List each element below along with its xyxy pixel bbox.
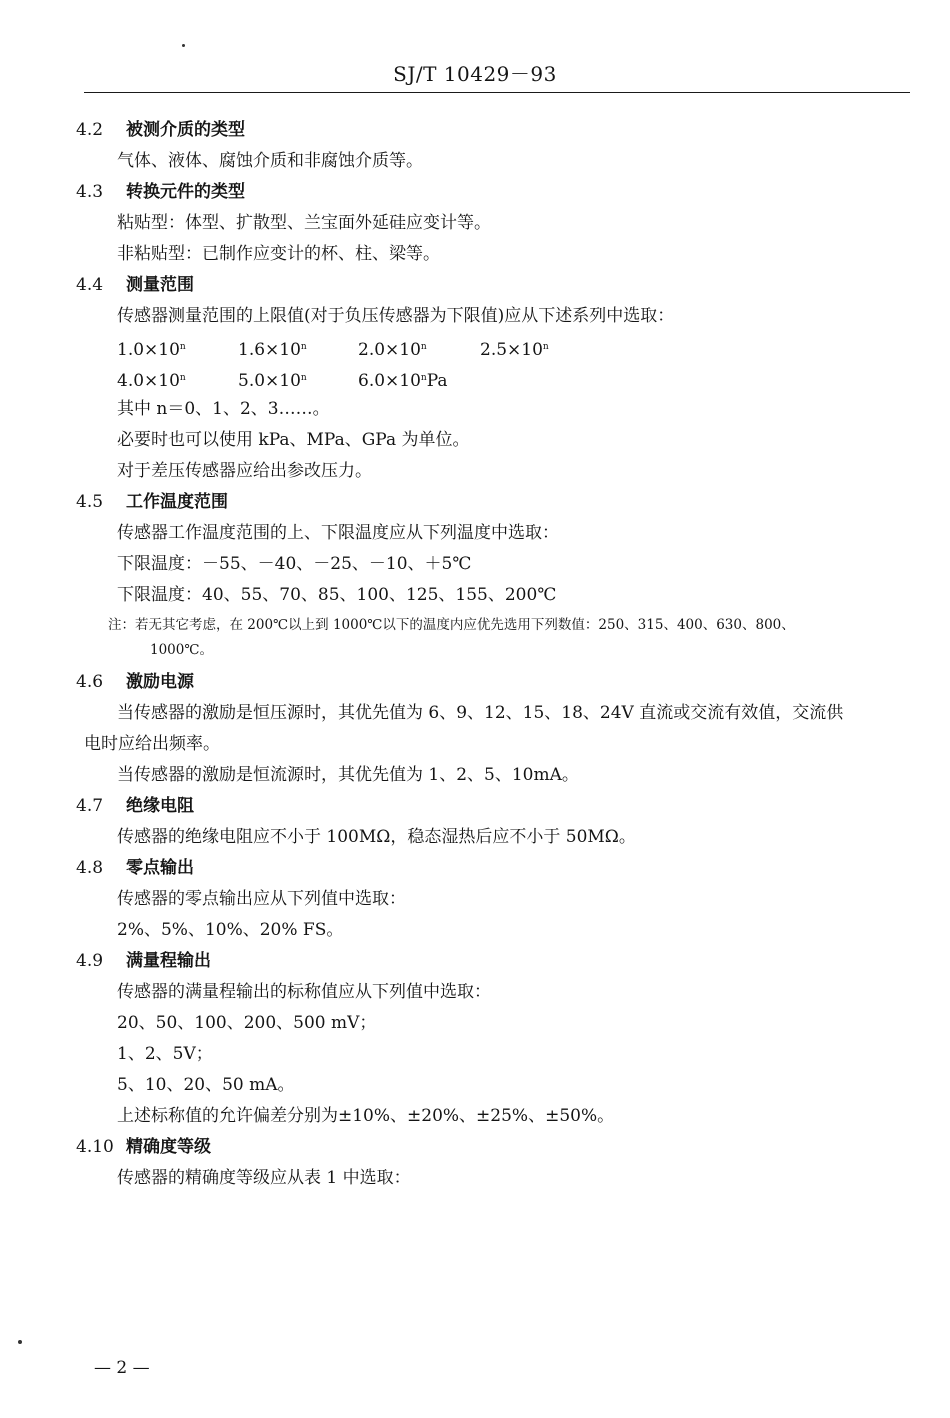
section-heading [76,491,228,513]
paragraph: 1、2、5V； [117,1044,213,1064]
section-heading [76,181,245,203]
paragraph: 传感器的精确度等级应从表 1 中选取： [117,1168,411,1188]
section-number: 4.6 [76,672,104,692]
section-title: 测量范围 [126,275,194,295]
range-value: $6.0\times 10^nPa$ [358,371,448,391]
section-number: 4.10 [76,1137,114,1157]
paragraph: 5、10、20、50 mA。 [117,1075,295,1095]
paragraph: 当传感器的激励是恒压源时，其优先值为 6、9、12、15、18、24V 直流或交流有效值，交流供 [117,703,844,723]
paragraph: 下限温度：－55、－40、－25、－10、＋5℃ [117,554,472,574]
section-title: 绝缘电阻 [126,796,194,816]
section-heading [76,119,245,141]
section-title: 转换元件的类型 [126,182,245,202]
range-value: $2.5\times 10^n$ [480,340,549,360]
section-title: 精确度等级 [126,1137,211,1157]
scan-speck [182,44,185,47]
paragraph: 传感器工作温度范围的上、下限温度应从下列温度中选取： [117,523,559,543]
paragraph: 20、50、100、200、500 mV； [117,1013,377,1033]
paragraph: 其中 n＝0、1、2、3……。 [117,399,330,419]
paragraph: 当传感器的激励是恒流源时，其优先值为 1、2、5、10mA。 [117,765,579,785]
paragraph: 对于差压传感器应给出参改压力。 [117,461,372,481]
section-number: 4.5 [76,492,104,512]
section-heading [76,950,211,972]
paragraph-continuation: 电时应给出频率。 [84,734,220,754]
paragraph: 必要时也可以使用 kPa、MPa、GPa 为单位。 [117,430,470,450]
paragraph: 下限温度：40、55、70、85、100、125、155、200℃ [117,585,557,605]
range-value: $4.0\times 10^n$ [117,371,186,391]
section-heading [76,671,194,693]
section-number: 4.7 [76,796,104,816]
section-number: 4.8 [76,858,104,878]
section-heading [76,795,194,817]
note: 注：若无其它考虑，在 200℃以上到 1000℃以下的温度内应优先选用下列数值：250、315、400、630、800、 [108,617,795,633]
range-series-row [117,367,617,389]
paragraph: 2%、5%、10%、20% FS。 [117,920,344,940]
section-heading [76,274,194,296]
paragraph: 非粘贴型：已制作应变计的杯、柱、梁等。 [117,244,440,264]
paragraph: 传感器的绝缘电阻应不小于 100MΩ，稳态湿热后应不小于 50MΩ。 [117,827,636,847]
note-continuation: 1000℃。 [150,642,213,658]
range-value: $2.0\times 10^n$ [358,340,427,360]
section-title: 被测介质的类型 [126,120,245,140]
page-number: — 2 — [94,1358,150,1378]
header-rule [84,92,910,93]
section-title: 工作温度范围 [126,492,228,512]
paragraph: 上述标称值的允许偏差分别为±10%、±20%、±25%、±50%。 [117,1106,615,1126]
section-number: 4.9 [76,951,104,971]
section-number: 4.3 [76,182,104,202]
range-value: $5.0\times 10^n$ [238,371,307,391]
section-number: 4.4 [76,275,104,295]
range-value: $1.0\times 10^n$ [117,340,186,360]
paragraph: 粘贴型：体型、扩散型、兰宝面外延硅应变计等。 [117,213,491,233]
section-number: 4.2 [76,120,104,140]
scan-speck [18,1340,22,1344]
paragraph: 传感器的满量程输出的标称值应从下列值中选取： [117,982,491,1002]
paragraph: 传感器的零点输出应从下列值中选取： [117,889,406,909]
section-heading [76,1136,211,1158]
page-header: SJ/T 10429－93 [393,62,557,86]
section-title: 激励电源 [126,672,194,692]
paragraph: 气体、液体、腐蚀介质和非腐蚀介质等。 [117,151,423,171]
section-title: 零点输出 [126,858,194,878]
section-heading [76,857,194,879]
section-title: 满量程输出 [126,951,211,971]
paragraph: 传感器测量范围的上限值(对于负压传感器为下限值)应从下述系列中选取： [117,306,675,326]
range-series-row [117,336,617,358]
range-value: $1.6\times 10^n$ [238,340,307,360]
